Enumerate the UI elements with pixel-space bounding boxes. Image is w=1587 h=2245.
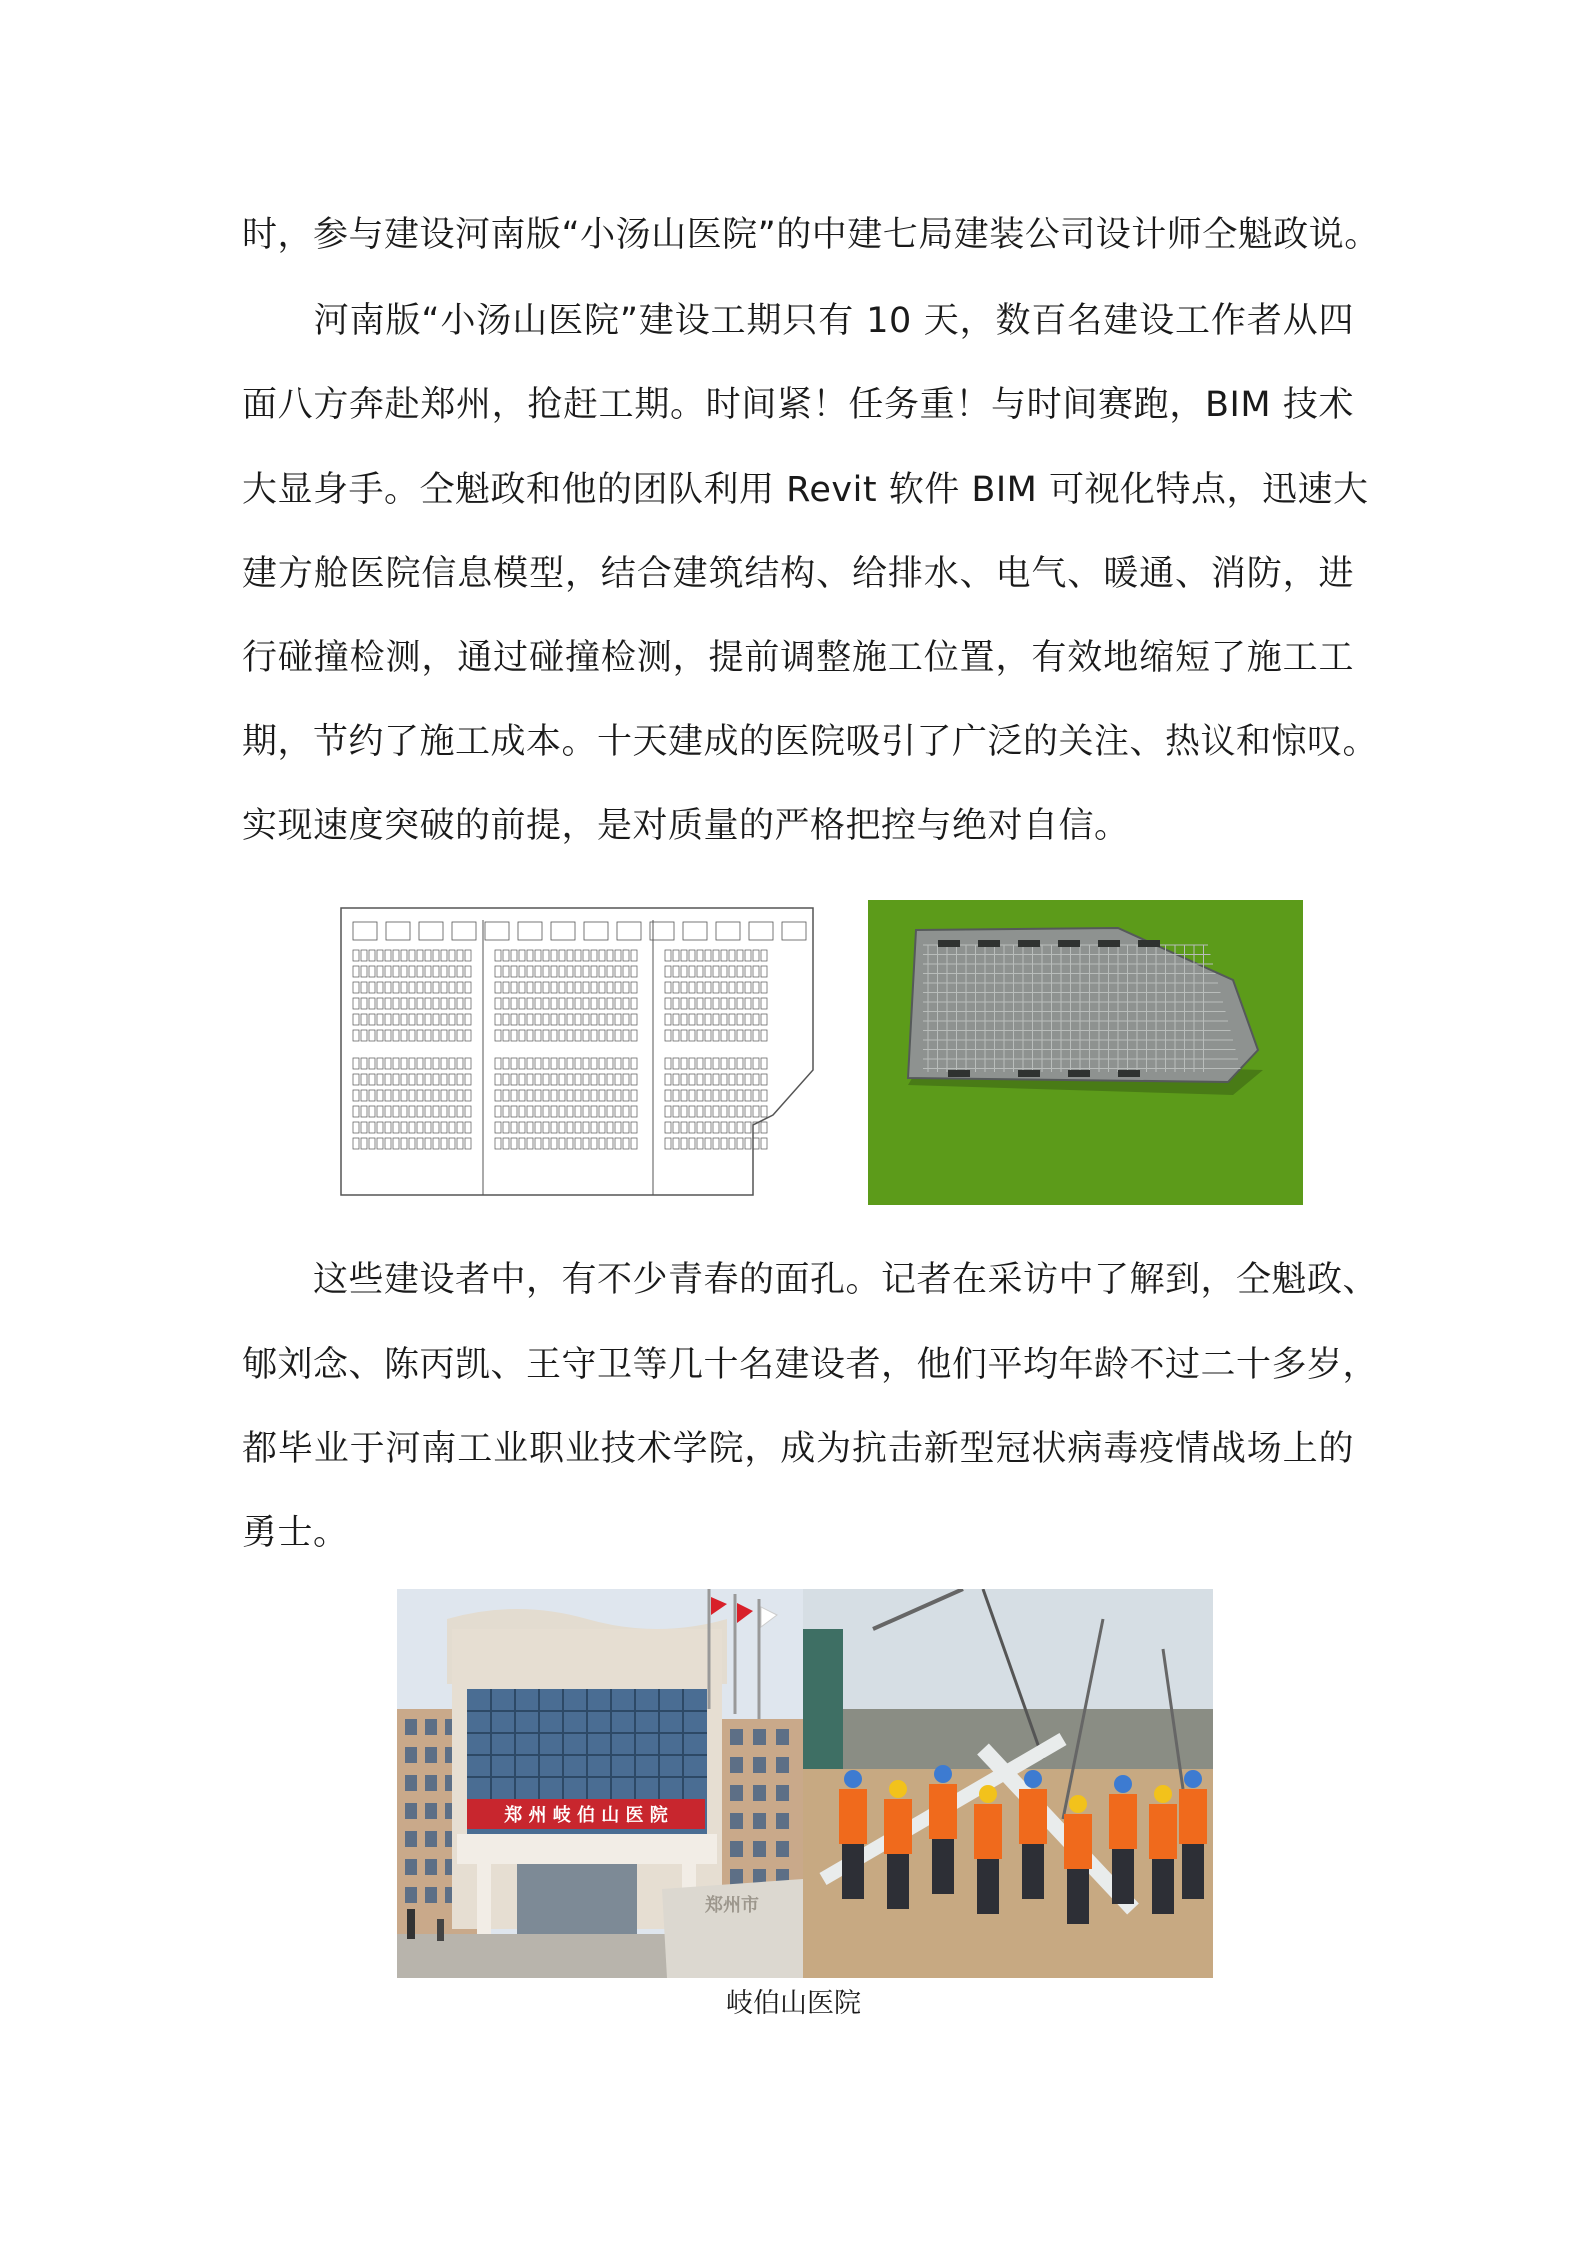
construction-workers-photo <box>803 1589 1213 1978</box>
text-line: 时，参与建设河南版“小汤山医院”的中建七局建装公司设计师仝魁政说。 <box>242 215 1380 255</box>
hospital-building-photo <box>397 1589 803 1978</box>
hospital-sign-text: 郑 州 岐 伯 山 医 院 <box>504 1805 668 1826</box>
text-line: 行碰撞检测，通过碰撞检测，提前调整施工位置，有效地缩短了施工工 <box>242 638 1354 678</box>
bim-model-render <box>868 900 1303 1205</box>
text-line: 实现速度突破的前提，是对质量的严格把控与绝对自信。 <box>242 806 1130 846</box>
text-line: 这些建设者中，有不少青春的面孔。记者在采访中了解到，仝魁政、 <box>242 1260 1379 1300</box>
text-line: 面八方奔赴郑州，抢赶工期。时间紧！任务重！与时间赛跑，BIM 技术 <box>242 385 1354 425</box>
text-line: 都毕业于河南工业职业技术学院，成为抗击新型冠状病毒疫情战场上的 <box>242 1429 1354 1469</box>
stone-sign-text: 郑州市 <box>705 1895 759 1916</box>
text-line: 期，节约了施工成本。十天建成的医院吸引了广泛的关注、热议和惊叹。 <box>242 722 1379 762</box>
figure-caption: 岐伯山医院 <box>726 1988 861 2019</box>
floor-plan-drawing <box>333 900 821 1203</box>
text-line: 勇士。 <box>242 1513 349 1553</box>
text-line: 河南版“小汤山医院”建设工期只有 10 天，数百名建设工作者从四 <box>242 301 1354 341</box>
text-line: 建方舱医院信息模型，结合建筑结构、给排水、电气、暖通、消防，进 <box>242 554 1354 594</box>
text-line: 大显身手。仝魁政和他的团队利用 Revit 软件 BIM 可视化特点，迅速大 <box>242 470 1369 510</box>
text-line: 郇刘念、陈丙凯、王守卫等几十名建设者，他们平均年龄不过二十多岁， <box>242 1345 1379 1385</box>
